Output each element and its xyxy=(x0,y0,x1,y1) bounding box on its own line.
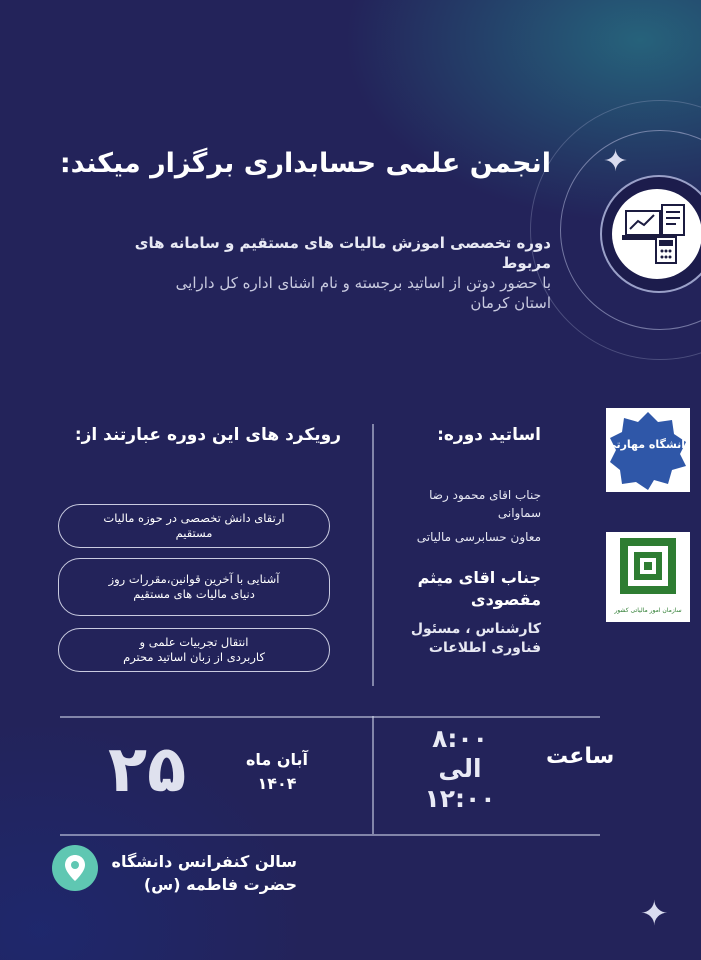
skills-university-logo xyxy=(606,408,690,492)
column-divider xyxy=(372,716,374,834)
detail-line: با حضور دوتن از اساتید برجسته و نام اشنای اداره کل دارایی xyxy=(175,274,551,292)
association-logo xyxy=(600,175,701,293)
detail-line: استان کرمان xyxy=(470,294,551,312)
section-divider xyxy=(60,834,600,836)
role-line: کارشناس ، مسئول xyxy=(410,621,541,637)
instructor-name: مقصودی xyxy=(470,590,541,609)
instructor-two xyxy=(418,567,541,611)
instructor-name: جناب اقای میثم xyxy=(417,568,541,587)
accounting-icon xyxy=(612,189,701,279)
section-divider xyxy=(60,716,600,718)
instructor-role xyxy=(411,620,541,658)
university-emblem-icon xyxy=(606,408,690,492)
instructor-one xyxy=(429,486,541,522)
approach-item xyxy=(58,558,330,616)
page-title: انجمن علمی حسابداری برگزار میکند: xyxy=(59,148,551,179)
approach-text: آشنایی با آخرین قوانین،مقررات روز xyxy=(108,572,280,586)
sparkle-icon: ✦ xyxy=(640,894,669,934)
time-start: ۸:۰۰ xyxy=(432,724,488,753)
approach-text: مستقیم xyxy=(175,526,213,540)
date-month-year xyxy=(232,748,322,796)
tax-organization-logo xyxy=(606,532,690,622)
column-divider xyxy=(372,424,374,686)
role-line: فناوری اطلاعات xyxy=(428,640,541,656)
logo-text: دانشگاه مهارتی xyxy=(606,438,690,451)
approach-item xyxy=(58,628,330,672)
location-pin-icon xyxy=(52,845,98,891)
date-day: ۲۵ xyxy=(108,733,187,807)
instructors-heading: اساتید دوره: xyxy=(437,425,541,445)
sparkle-icon: ✦ xyxy=(603,144,629,179)
venue-text xyxy=(112,850,297,896)
venue-line: حضرت فاطمه (س) xyxy=(143,875,297,894)
approach-item xyxy=(58,504,330,548)
approach-text: انتقال تجربیات علمی و xyxy=(139,635,249,649)
approach-text: کاربردی از زبان اساتید محترم xyxy=(123,650,265,664)
approach-text: دنیای مالیات های مستقیم xyxy=(133,587,255,601)
date-year: ۱۴۰۴ xyxy=(257,774,297,793)
instructor-role: معاون حسابرسی مالیاتی xyxy=(416,530,541,544)
course-line: دوره تخصصی اموزش مالیات های مستقیم و سامانه های مربوط xyxy=(134,234,551,272)
approaches-heading: رویکرد های این دوره عبارتند از: xyxy=(74,425,341,445)
venue-line: سالن کنفرانس دانشگاه xyxy=(111,852,297,871)
intro-text xyxy=(81,233,551,313)
instructor-name: سماوانی xyxy=(497,506,541,520)
instructor-name: جناب اقای محمود رضا xyxy=(429,488,541,502)
approach-text: ارتقای دانش تخصصی در حوزه مالیات xyxy=(103,511,285,525)
time-end: ۱۲:۰۰ xyxy=(424,784,496,813)
time-range xyxy=(410,724,510,814)
time-separator: الی xyxy=(438,754,482,783)
time-label: ساعت xyxy=(546,744,615,769)
tax-emblem-icon xyxy=(606,532,690,622)
logo-text: سازمان امور مالیاتی کشور xyxy=(614,607,682,614)
date-month: آبان ماه xyxy=(245,750,309,769)
